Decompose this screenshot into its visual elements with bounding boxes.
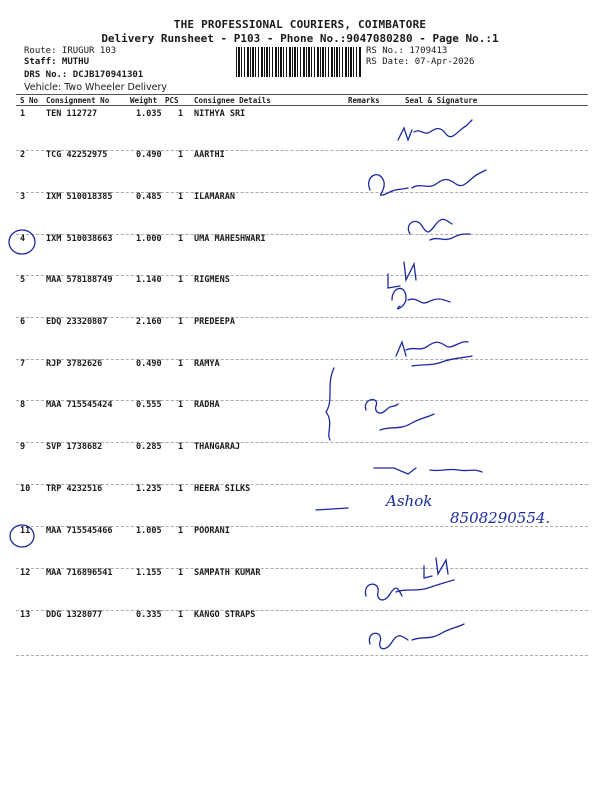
row-consignee: KANGO STRAPS (194, 610, 256, 620)
row-consignment-no: SVP 1738682 (46, 442, 103, 452)
phone-ashok: 8508290554. (450, 509, 551, 527)
row-consignee: SAMPATH KUMAR (194, 568, 261, 578)
row-sno: 11 (20, 526, 31, 536)
row-pcs: 1 (178, 610, 184, 620)
col-consignee: Consignee Details (194, 96, 271, 105)
row-weight: 1.235 (136, 484, 162, 494)
row-consignment-no: DDG 1328077 (46, 610, 103, 620)
row-weight: 0.490 (136, 359, 162, 369)
row-weight: 0.335 (136, 610, 162, 620)
row-consignment-no: MAA 716896541 (46, 568, 113, 578)
row-consignee: POORANI (194, 526, 230, 536)
rs-number: RS No.: 1709413 (366, 46, 448, 56)
row-sno: 12 (20, 568, 31, 578)
row-consignee: THANGARAJ (194, 442, 241, 452)
table-row (0, 317, 600, 331)
row-consignment-no: MAA 715545466 (46, 526, 113, 536)
row-consignee: HEERA SILKS (194, 484, 251, 494)
drs-number: DRS No.: DCJB170941301 (24, 70, 144, 80)
table-row (0, 442, 600, 456)
row-sno: 13 (20, 610, 31, 620)
table-row (0, 610, 600, 624)
row-consignee: AARTHI (194, 150, 225, 160)
row-sno: 10 (20, 484, 31, 494)
row-weight: 0.490 (136, 150, 162, 160)
row-pcs: 1 (178, 359, 184, 369)
row-consignee: RADHA (194, 400, 220, 410)
row-sno: 7 (20, 359, 26, 369)
row-weight: 0.285 (136, 442, 162, 452)
row-weight: 1.005 (136, 526, 162, 536)
table-row (0, 400, 600, 414)
row-consignee: RIGMENS (194, 275, 230, 285)
row-consignee: ILAMARAN (194, 192, 235, 202)
row-weight: 1.035 (136, 109, 162, 119)
staff-label: Staff: MUTHU (24, 57, 90, 67)
row-pcs: 1 (178, 568, 184, 578)
row-sno: 6 (20, 317, 26, 327)
row-pcs: 1 (178, 192, 184, 202)
vehicle-label: Vehicle: Two Wheeler Delivery (24, 82, 167, 93)
row-consignee: NITHYA SRI (194, 109, 246, 119)
row-consignee: PREDEEPA (194, 317, 235, 327)
col-consignment: Consignment No (46, 96, 110, 105)
row-sno: 3 (20, 192, 26, 202)
table-row (0, 526, 600, 540)
route-label: Route: IRUGUR 103 (24, 46, 117, 56)
table-row (0, 359, 600, 373)
row-sno: 8 (20, 400, 26, 410)
runsheet-title: THE PROFESSIONAL COURIERS, COIMBATORE (173, 18, 427, 31)
row-pcs: 1 (178, 400, 184, 410)
row-pcs: 1 (178, 234, 184, 244)
row-divider (16, 655, 588, 656)
row-sno: 5 (20, 275, 26, 285)
row-consignee: UMA MAHESHWARI (194, 234, 266, 244)
table-row (0, 192, 600, 206)
row-sno: 2 (20, 150, 26, 160)
row-pcs: 1 (178, 109, 184, 119)
table-row (0, 150, 600, 164)
col-sno: S No (20, 96, 39, 105)
table-row (0, 568, 600, 582)
table-row (0, 484, 600, 498)
row-consignment-no: MAA 715545424 (46, 400, 113, 410)
row-weight: 0.485 (136, 192, 162, 202)
row-weight: 1.000 (136, 234, 162, 244)
row-consignment-no: RJP 3782626 (46, 359, 103, 369)
row-consignment-no: TRP 4232516 (46, 484, 103, 494)
table-row (0, 234, 600, 248)
row-sno: 9 (20, 442, 26, 452)
row-pcs: 1 (178, 484, 184, 494)
col-pcs: PCS (165, 96, 179, 105)
row-pcs: 1 (178, 275, 184, 285)
row-pcs: 1 (178, 317, 184, 327)
row-weight: 0.555 (136, 400, 162, 410)
row-consignment-no: MAA 578188749 (46, 275, 113, 285)
runsheet-subtitle: Delivery Runsheet - P103 - Phone No.:9047080280 - Page No.:1 (101, 32, 499, 45)
row-consignment-no: EDQ 23320807 (46, 317, 108, 327)
col-seal-signature: Seal & Signature (405, 96, 478, 105)
row-consignee: RAMYA (194, 359, 220, 369)
row-weight: 2.160 (136, 317, 162, 327)
table-row (0, 109, 600, 123)
row-pcs: 1 (178, 526, 184, 536)
row-weight: 1.155 (136, 568, 162, 578)
row-weight: 1.140 (136, 275, 162, 285)
signature-ashok: Ashok (386, 492, 433, 510)
row-pcs: 1 (178, 150, 184, 160)
row-consignment-no: TCG 42252975 (46, 150, 108, 160)
row-sno: 4 (20, 234, 26, 244)
rs-date: RS Date: 07-Apr-2026 (366, 57, 475, 67)
col-weight: Weight (130, 96, 158, 105)
row-pcs: 1 (178, 442, 184, 452)
col-remarks: Remarks (348, 96, 380, 105)
row-consignment-no: IXM 510038663 (46, 234, 113, 244)
row-consignment-no: TEN 112727 (46, 109, 98, 119)
table-row (0, 275, 600, 289)
row-sno: 1 (20, 109, 26, 119)
row-consignment-no: IXM 510018385 (46, 192, 113, 202)
